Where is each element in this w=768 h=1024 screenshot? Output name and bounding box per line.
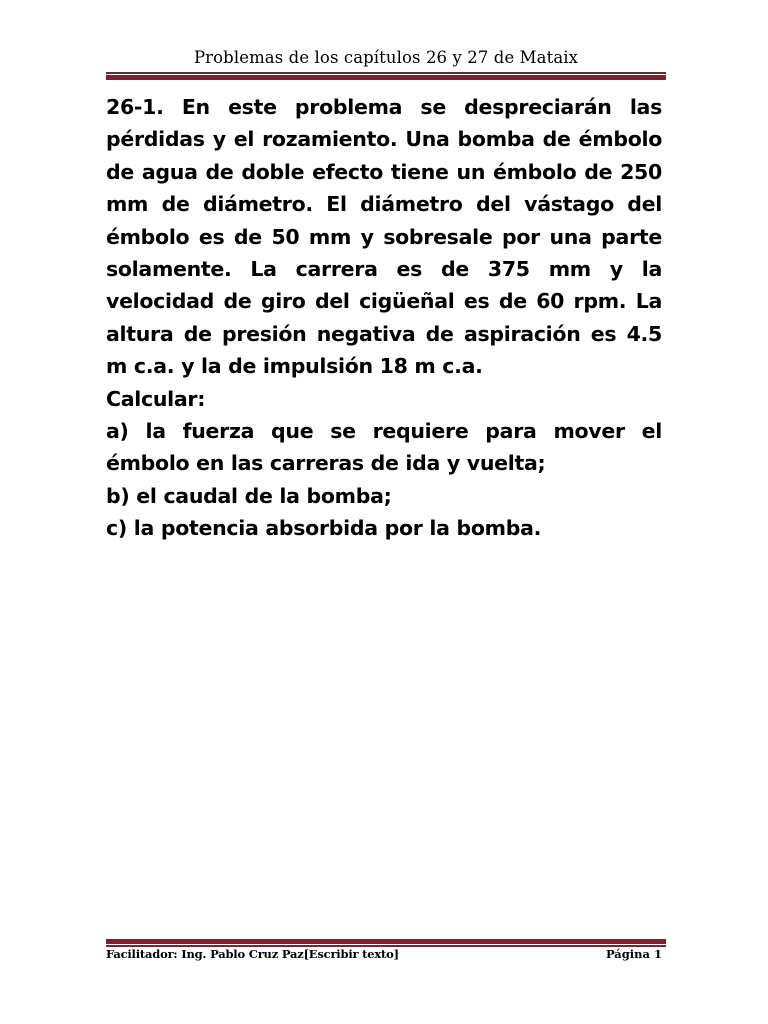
problem-statement: 26-1. En este problema se despreciarán las pérdidas y el rozamiento. Una bomba de émbolo de agua de doble efecto tiene un émbolo de 250 mm de diámetro. El diámetro del vástago del émbolo es de 50 mm y sobresale por una parte solamente. La carrera es de 375 mm y la velocidad de giro del cigüeñal es de 60 rpm. La altura de presión negativa de aspiración es 4.5 m c.a. y la de impulsión 18 m c.a. — [106, 95, 662, 379]
header-rule-thick — [106, 75, 666, 80]
problem-part-b: b) el caudal de la bomba; — [106, 483, 392, 508]
page-footer — [106, 944, 662, 964]
footer-facilitator: Facilitador: Ing. Pablo Cruz Paz[Escribir texto] — [106, 947, 399, 961]
page-header-title: Problemas de los capítulos 26 y 27 de Mataix — [193, 48, 579, 67]
problem-part-c: c) la potencia absorbida por la bomba. — [106, 516, 542, 541]
problem-prompt: Calcular: — [106, 386, 206, 411]
header-rule-thin — [106, 72, 666, 74]
problem-body — [106, 91, 662, 545]
problem-part-a: a) la fuerza que se requiere para mover el émbolo en las carreras de ida y vuelta; — [106, 419, 662, 476]
footer-page-number: Página 1 — [605, 947, 662, 961]
